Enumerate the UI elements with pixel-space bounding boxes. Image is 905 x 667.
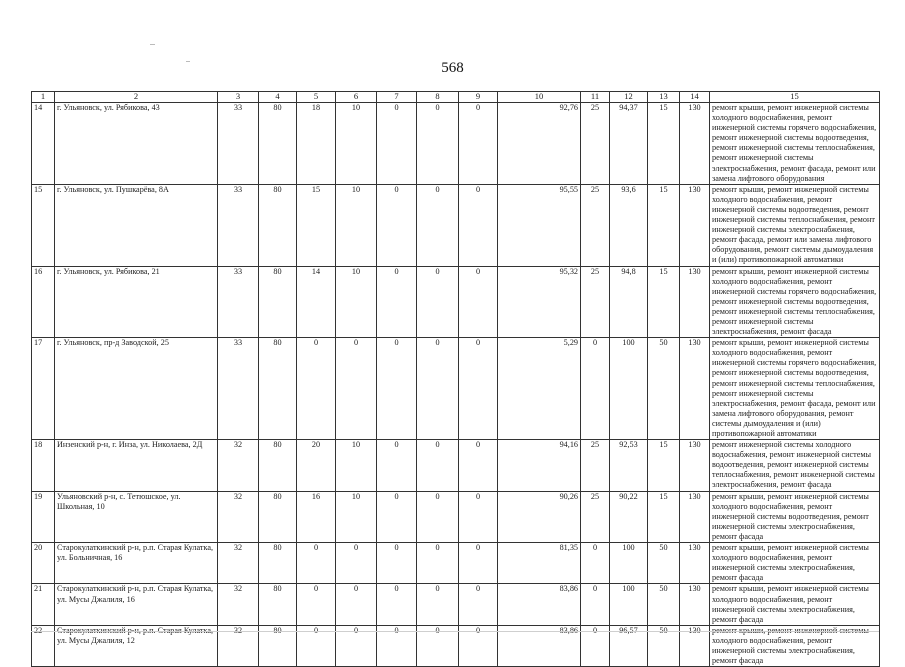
col-header: 2 [55, 92, 218, 103]
repair-works: ремонт крыши, ремонт инженерной системы холодного водоснабжения, ремонт инженерной системы водоотведения, ремонт инженерной системы электроснабжения, ремонт фасада [710, 491, 880, 542]
cell-value: 95,32 [498, 266, 581, 338]
cell-value: 0 [377, 584, 417, 625]
cell-value: 32 [218, 543, 259, 584]
cell-value: 10 [336, 440, 377, 491]
page-bottom-edge [31, 631, 879, 632]
col-header: 11 [581, 92, 610, 103]
cell-value: 33 [218, 184, 259, 266]
scan-mark [150, 44, 155, 45]
house-address: г. Ульяновск, ул. Рябикова, 43 [55, 103, 218, 185]
col-header: 10 [498, 92, 581, 103]
col-header: 1 [32, 92, 55, 103]
cell-value: 50 [648, 543, 680, 584]
table-row [32, 491, 880, 542]
col-header: 15 [710, 92, 880, 103]
table-row [32, 543, 880, 584]
cell-value: 130 [680, 440, 710, 491]
cell-value: 92,76 [498, 103, 581, 185]
row-number: 16 [32, 266, 55, 338]
house-address: ул. Мусы Джалиля, 12 [55, 625, 218, 666]
cell-value: 0 [459, 584, 498, 625]
row-number: 18 [32, 440, 55, 491]
repair-works: холодного водоснабжения, ремонт инженерной системы электроснабжения, ремонт фасада [710, 625, 880, 666]
cell-value: 0 [459, 543, 498, 584]
cell-value: 0 [377, 338, 417, 440]
cell-value: 80 [259, 491, 297, 542]
cell-value: 16 [297, 491, 336, 542]
cell-value: 0 [459, 266, 498, 338]
cell-value: 0 [417, 184, 459, 266]
cell-value: 14 [297, 266, 336, 338]
cell-value: 83,86 [498, 584, 581, 625]
col-header: 8 [417, 92, 459, 103]
cell-value: 0 [417, 338, 459, 440]
cell-value: 130 [680, 103, 710, 185]
cell-value: 15 [648, 184, 680, 266]
cell-value: 0 [459, 103, 498, 185]
cell-value: 0 [417, 266, 459, 338]
cell-value: 80 [259, 440, 297, 491]
row-number: 20 [32, 543, 55, 584]
cell-value: 0 [336, 543, 377, 584]
cell-value: 100 [610, 543, 648, 584]
cell-value: 50 [648, 584, 680, 625]
cell-value: 15 [648, 103, 680, 185]
cell-value: 81,35 [498, 543, 581, 584]
col-header: 4 [259, 92, 297, 103]
table-header [32, 92, 880, 103]
cell-value: 50 [648, 338, 680, 440]
table-row [32, 584, 880, 625]
cell-value: 0 [417, 440, 459, 491]
cell-value: 25 [581, 491, 610, 542]
cell-value: 15 [297, 184, 336, 266]
cell-value: 0 [459, 184, 498, 266]
col-header: 9 [459, 92, 498, 103]
cell-value: 94,8 [610, 266, 648, 338]
cell-value: 0 [377, 103, 417, 185]
row-number: 14 [32, 103, 55, 185]
row-number: 19 [32, 491, 55, 542]
house-address: Инзенский р-н, г. Инза, ул. Николаева, 2Д [55, 440, 218, 491]
table-row [32, 440, 880, 491]
repair-works: ремонт крыши, ремонт инженерной системы холодного водоснабжения, ремонт инженерной системы электроснабжения, ремонт фасада [710, 543, 880, 584]
cell-value: 33 [218, 266, 259, 338]
repair-works: ремонт крыши, ремонт инженерной системы холодного водоснабжения, ремонт инженерной системы горячего водоснабжения, ремонт инженерной системы водоотведения, ремонт инженерной системы теплоснабжения, ремонт инженерной системы электроснабжения, ремонт фасада, ремонт или замена лифтового оборудования [710, 103, 880, 185]
cell-value: 10 [336, 491, 377, 542]
cell-value: 90,22 [610, 491, 648, 542]
house-address: Старокулаткинский р-н, р.п. Старая Кулатка, ул. Мусы Джалиля, 16 [55, 584, 218, 625]
repair-works: ремонт крыши, ремонт инженерной системы холодного водоснабжения, ремонт инженерной системы горячего водоснабжения, ремонт инженерной системы водоотведения, ремонт инженерной системы теплоснабжения, ремонт инженерной системы электроснабжения, ремонт фасада, ремонт или замена лифтового оборудования, ремонт системы дымоудаления и (или) противопожарной автоматики [710, 338, 880, 440]
col-header: 7 [377, 92, 417, 103]
cell-value: 90,26 [498, 491, 581, 542]
cell-value: 0 [336, 584, 377, 625]
cell-value: 94,37 [610, 103, 648, 185]
page-number: 568 [441, 60, 464, 76]
cell-value: 130 [680, 543, 710, 584]
col-header: 6 [336, 92, 377, 103]
cell-value: 25 [581, 184, 610, 266]
house-address: г. Ульяновск, пр-д Заводской, 25 [55, 338, 218, 440]
cell-value: 100 [610, 584, 648, 625]
cell-value: 80 [259, 103, 297, 185]
table-body [32, 103, 880, 667]
cell-value: 18 [297, 103, 336, 185]
cell-value: 25 [581, 103, 610, 185]
cell-value: 25 [581, 440, 610, 491]
cell-value: 80 [259, 338, 297, 440]
cell-value: 130 [680, 266, 710, 338]
cell-value: 15 [648, 491, 680, 542]
cell-value: 0 [417, 103, 459, 185]
cell-value: 130 [680, 184, 710, 266]
cell-value: 15 [648, 440, 680, 491]
cell-value: 0 [581, 543, 610, 584]
cell-value: 0 [336, 338, 377, 440]
cell-value: 33 [218, 338, 259, 440]
repair-works: ремонт крыши, ремонт инженерной системы холодного водоснабжения, ремонт инженерной системы электроснабжения, ремонт фасада [710, 584, 880, 625]
cell-value: 93,6 [610, 184, 648, 266]
cell-value: 20 [297, 440, 336, 491]
col-header: 13 [648, 92, 680, 103]
cell-value: 10 [336, 184, 377, 266]
table-row [32, 266, 880, 338]
cell-value: 33 [218, 103, 259, 185]
cell-value: 0 [377, 266, 417, 338]
cell-value: 0 [377, 184, 417, 266]
cell-value: 130 [680, 491, 710, 542]
house-address: Ульяновский р-н, с. Тетюшское, ул. Школьная, 10 [55, 491, 218, 542]
table-row [32, 103, 880, 185]
col-header: 12 [610, 92, 648, 103]
cell-value: 80 [259, 184, 297, 266]
col-header: 3 [218, 92, 259, 103]
row-number: 21 [32, 584, 55, 625]
cell-value: 32 [218, 491, 259, 542]
cell-value: 92,53 [610, 440, 648, 491]
cell-value: 0 [417, 491, 459, 542]
repair-works: ремонт крыши, ремонт инженерной системы холодного водоснабжения, ремонт инженерной системы горячего водоснабжения, ремонт инженерной системы водоотведения, ремонт инженерной системы теплоснабжения, ремонт инженерной системы электроснабжения, ремонт фасада [710, 266, 880, 338]
cell-value: 25 [581, 266, 610, 338]
cell-value: 130 [680, 338, 710, 440]
cell-value: 10 [336, 266, 377, 338]
cell-value: 0 [417, 584, 459, 625]
cell-value: 0 [377, 440, 417, 491]
cell-value: 5,29 [498, 338, 581, 440]
cell-value: 0 [377, 543, 417, 584]
cell-value: 0 [459, 338, 498, 440]
cell-value: 32 [218, 440, 259, 491]
row-number: 17 [32, 338, 55, 440]
col-header: 5 [297, 92, 336, 103]
repair-program-table [31, 91, 880, 667]
cell-value: 0 [377, 491, 417, 542]
cell-value: 15 [648, 266, 680, 338]
cell-value: 0 [459, 440, 498, 491]
cell-value: 0 [459, 491, 498, 542]
cell-value: 0 [581, 338, 610, 440]
house-address: г. Ульяновск, ул. Пушкарёва, 8А [55, 184, 218, 266]
repair-works: ремонт инженерной системы холодного водоснабжения, ремонт инженерной системы водоотведения, ремонт инженерной системы теплоснабжения, ремонт инженерной системы электроснабжения, ремонт фасада [710, 440, 880, 491]
cell-value: 0 [297, 584, 336, 625]
cell-value: 130 [680, 584, 710, 625]
cell-value: 80 [259, 266, 297, 338]
cell-value: 0 [297, 338, 336, 440]
repair-works: ремонт крыши, ремонт инженерной системы холодного водоснабжения, ремонт инженерной системы водоотведения, ремонт инженерной системы теплоснабжения, ремонт инженерной системы электроснабжения, ремонт фасада, ремонт или замена лифтового оборудования, ремонт системы дымоудаления и (или) противопожарной автоматики [710, 184, 880, 266]
cell-value: 32 [218, 584, 259, 625]
row-number: 15 [32, 184, 55, 266]
cell-value: 80 [259, 584, 297, 625]
house-address: г. Ульяновск, ул. Рябикова, 21 [55, 266, 218, 338]
col-header: 14 [680, 92, 710, 103]
cell-value: 0 [581, 584, 610, 625]
cell-value: 0 [297, 543, 336, 584]
cell-value: 0 [417, 543, 459, 584]
cell-value: 100 [610, 338, 648, 440]
cell-value: 10 [336, 103, 377, 185]
house-address: Старокулаткинский р-н, р.п. Старая Кулатка, ул. Больничная, 16 [55, 543, 218, 584]
cell-value: 80 [259, 543, 297, 584]
cell-value: 94,16 [498, 440, 581, 491]
table-row [32, 184, 880, 266]
cell-value: 95,55 [498, 184, 581, 266]
table-row [32, 338, 880, 440]
